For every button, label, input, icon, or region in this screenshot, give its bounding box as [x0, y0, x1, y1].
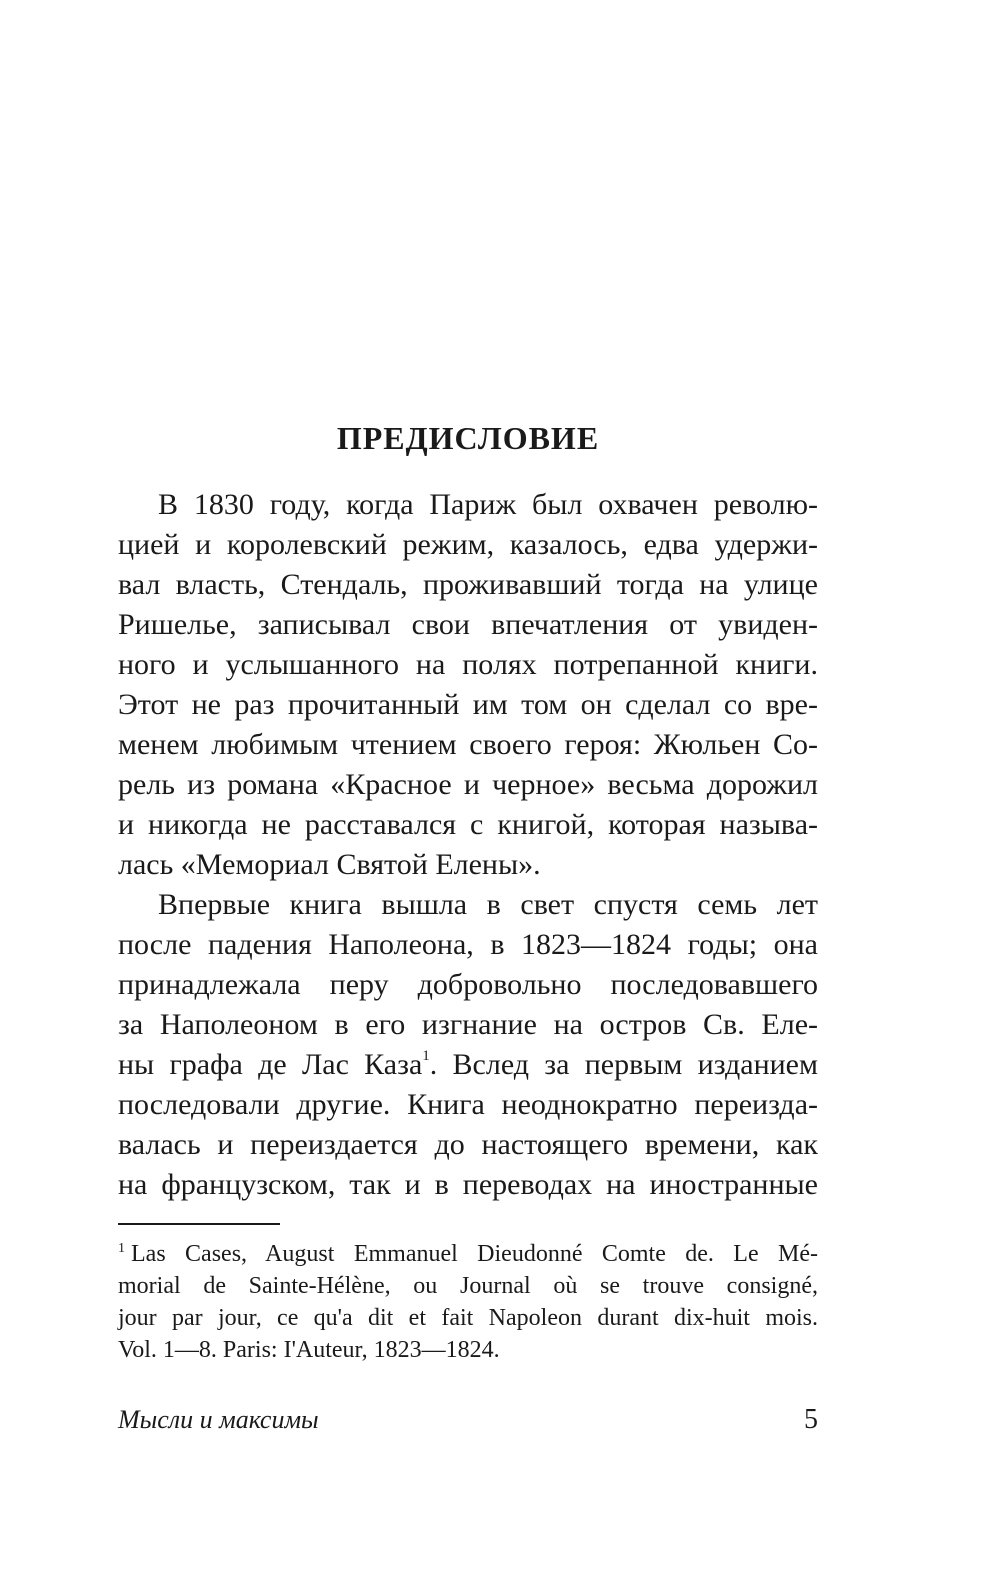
- body-line: В 1830 году, когда Париж был охвачен револю-: [158, 488, 818, 521]
- footnote-reference: 1: [422, 1048, 430, 1064]
- body-line-with-footnote-ref: [118, 1046, 818, 1084]
- footnote-line: Vol. 1—8. Paris: I'Auteur, 1823—1824.: [118, 1337, 500, 1363]
- body-line: за Наполеоном в его изгнание на остров Св. Еле-: [118, 1008, 818, 1041]
- body-line-segment: ны графа де Лас Каза: [118, 1048, 423, 1081]
- body-line: на французском, так и в переводах на иностранные: [118, 1168, 818, 1201]
- body-line: рель из романа «Красное и черное» весьма дорожил: [118, 768, 818, 801]
- page-title: ПРЕДИСЛОВИЕ: [336, 420, 600, 456]
- body-line: ного и услышанного на полях потрепанной книги.: [118, 648, 818, 681]
- page-number: 5: [804, 1404, 818, 1435]
- body-line: валась и переиздается до настоящего времени, как: [118, 1128, 818, 1161]
- body-line: вал власть, Стендаль, проживавший тогда на улице: [118, 568, 818, 601]
- footnote-line: jour par jour, ce qu'a dit et fait Napoleon durant dix-huit mois.: [118, 1305, 818, 1331]
- body-line: лась «Мемориал Святой Елены».: [118, 848, 541, 881]
- footnote-line: morial de Sainte-Hélène, ou Journal où se trouve consigné,: [118, 1273, 818, 1299]
- body-line: после падения Наполеона, в 1823—1824 годы; она: [118, 928, 818, 961]
- footnote-line: [118, 1238, 818, 1270]
- body-line: Этот не раз прочитанный им том он сделал со вре-: [118, 688, 818, 721]
- body-line: и никогда не расставался с книгой, которая называ-: [118, 808, 818, 841]
- footnote-marker: 1: [118, 1241, 125, 1256]
- running-footer-title: Мысли и максимы: [118, 1405, 319, 1434]
- body-line: Впервые книга вышла в свет спустя семь лет: [158, 888, 818, 921]
- body-line: цией и королевский режим, казалось, едва удержи-: [118, 528, 818, 561]
- body-line-segment: . Вслед за первым изданием: [429, 1048, 818, 1081]
- footnote-divider: [118, 1223, 280, 1225]
- footnote-line-text: Las Cases, August Emmanuel Dieudonné Comte de. Le Mé-: [131, 1241, 818, 1267]
- body-line: принадлежала перу добровольно последовавшего: [118, 968, 818, 1001]
- body-line: менем любимым чтением своего героя: Жюльен Со-: [118, 728, 818, 761]
- body-line: Ришелье, записывал свои впечатления от увиден-: [118, 608, 818, 641]
- body-line: последовали другие. Книга неоднократно переизда-: [118, 1088, 818, 1121]
